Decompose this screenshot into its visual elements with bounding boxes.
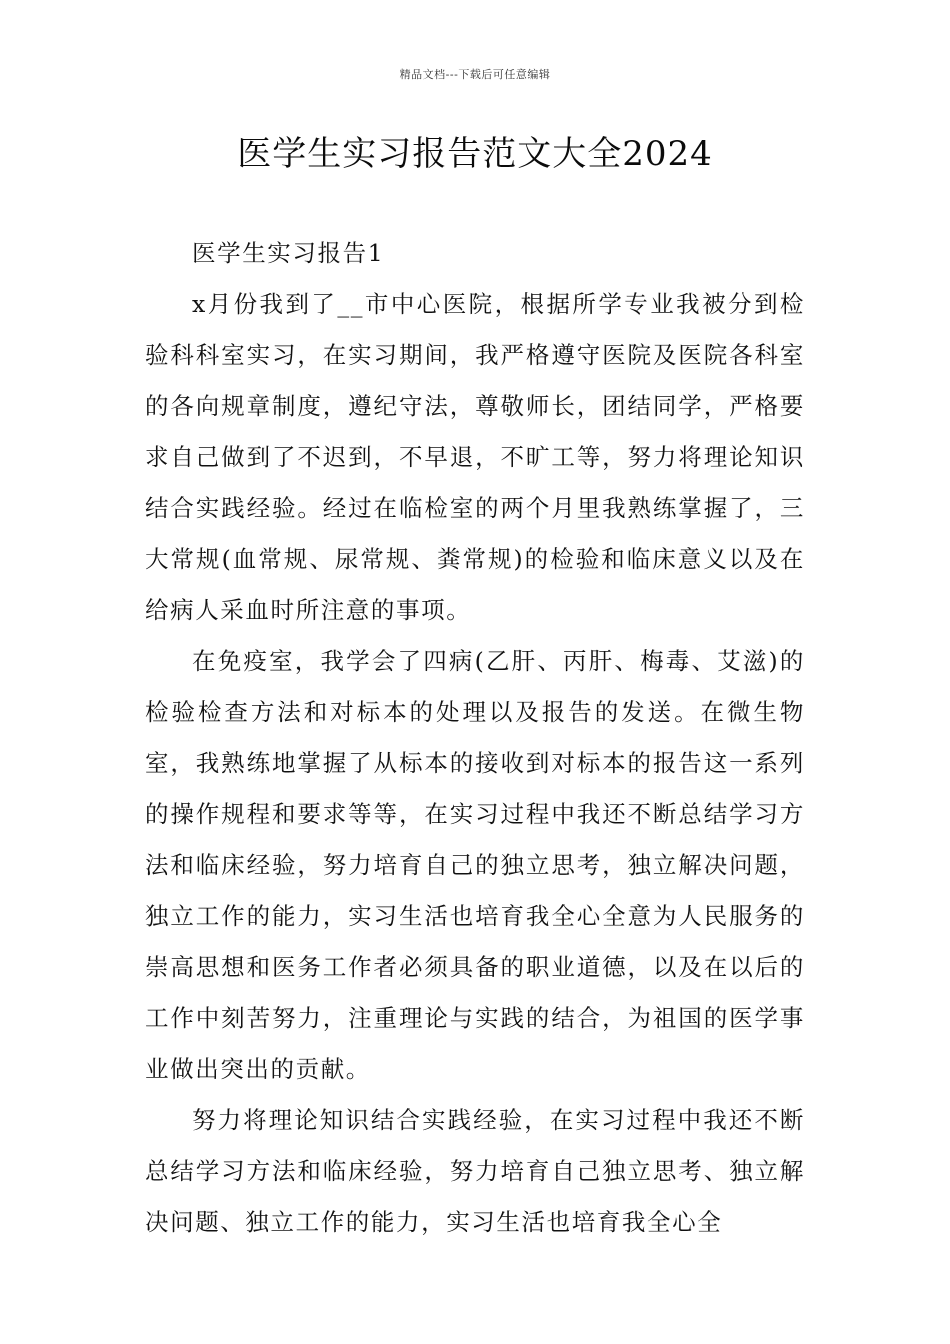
document-title: 医学生实习报告范文大全2024 xyxy=(237,134,713,174)
header-note: 精品文档---下载后可任意编辑 xyxy=(399,68,551,81)
section-heading: 医学生实习报告1 xyxy=(192,239,385,267)
document-body xyxy=(145,228,805,1248)
body-paragraph-1: x月份我到了__市中心医院，根据所学专业我被分到检验科科室实习，在实习期间，我严格遵守医院及医院各科室的各向规章制度，遵纪守法，尊敬师长，团结同学，严格要求自己做到了不迟到，不早退，不旷工等，努力将理论知识结合实践经验。经过在临检室的两个月里我熟练掌握了，三大常规(血常规、尿常规、粪常规)的检验和临床意义以及在给病人采血时所注意的事项。 xyxy=(145,290,805,624)
body-paragraph-2: 在免疫室，我学会了四病(乙肝、丙肝、梅毒、艾滋)的检验检查方法和对标本的处理以及报告的发送。在微生物室，我熟练地掌握了从标本的接收到对标本的报告这一系列的操作规程和要求等等，在实习过程中我还不断总结学习方法和临床经验，努力培育自己的独立思考，独立解决问题，独立工作的能力，实习生活也培育我全心全意为人民服务的崇高思想和医务工作者必须具备的职业道德，以及在以后的工作中刻苦努力，注重理论与实践的结合，为祖国的医学事业做出突出的贡献。 xyxy=(145,647,805,1083)
body-paragraph-3: 努力将理论知识结合实践经验，在实习过程中我还不断总结学习方法和临床经验，努力培育自己独立思考、独立解决问题、独立工作的能力，实习生活也培育我全心全 xyxy=(145,1106,805,1236)
